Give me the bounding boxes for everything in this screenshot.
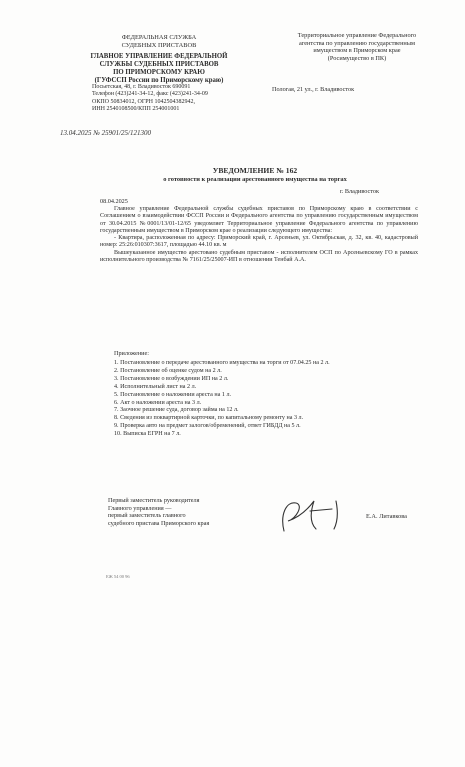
sender-address-1: Посьетская, 48, г. Владивосток 690091 bbox=[92, 84, 191, 91]
attachments-list bbox=[114, 360, 414, 439]
document-body bbox=[100, 206, 418, 264]
footer-code: ЕЖ 54 00 96 bbox=[106, 574, 130, 579]
attachment-item: 1. Постановление о передаче арестованного имущества на торги от 07.04.25 на 2 л. bbox=[114, 360, 330, 366]
document-title: УВЕДОМЛЕНИЕ № 162 bbox=[212, 166, 298, 175]
body-paragraph-1: Главное управление Федеральной службы судебных приставов по Приморскому краю в соответствии с Соглашением о взаимодействии ФССП России и Федерального агентства по управлению государственным имуществом от 30.04.2015 №0001/13/01-12/65 уведомляет Территориальное управление Федерального агентства по управлению государственным имуществом в Приморском крае о реализации следующего имущества: bbox=[100, 206, 418, 234]
document-subtitle: о готовности к реализации арестованного имущества на торгах bbox=[163, 176, 347, 183]
registration-number: 13.04.2025 № 25901/25/121300 bbox=[60, 129, 151, 137]
signatory-name: Е.А. Литавкова bbox=[366, 513, 407, 520]
attachment-item: 7. Заочное решение суда, договор займа на 12 л. bbox=[114, 407, 239, 414]
signatory-position bbox=[108, 497, 209, 527]
recipient-line-3: имуществом в Приморском крае bbox=[313, 47, 401, 55]
attachment-item: 9. Проверка авто на предмет залогов/обременений, ответ ГИБДД на 5 л. bbox=[114, 423, 301, 430]
sender-address-2: Телефон (423)241-34-12, факс (423)241-34-09 bbox=[92, 91, 208, 98]
document-date: 08.04.2025 bbox=[100, 198, 128, 205]
attachment-item: 10. Выписка ЕГРН на 7 л. bbox=[114, 431, 181, 438]
recipient-line-4: (Росимущество в ПК) bbox=[327, 54, 387, 62]
sender-line-6: (ГУФССП России по Приморскому краю) bbox=[94, 76, 224, 84]
body-paragraph-3: Вышеуказанное имущество арестовано судебным приставом - исполнителем ОСП по Арсеньевскому ГО в рамках исполнительного производства № 7161/25/25007-ИП в отношении Тенбай А.А. bbox=[100, 249, 418, 264]
signatory-line-2: Главного управления — bbox=[108, 504, 172, 512]
attachment-item: 6. Акт о наложении ареста на 3 л. bbox=[114, 399, 202, 406]
recipient-line-1: Территориальное управление Федерального bbox=[297, 32, 417, 39]
sender-address-4: ИНН 2540108500/КПП 254001001 bbox=[92, 105, 180, 112]
sender-address-3: ОКПО 50834012, ОГРН 1042504382942, bbox=[92, 98, 195, 105]
attachments-title: Приложение: bbox=[114, 350, 149, 357]
sender-line-3: ГЛАВНОЕ УПРАВЛЕНИЕ ФЕДЕРАЛЬНОЙ bbox=[90, 53, 228, 61]
recipient-address: Пологая, 21 ул., г. Владивосток bbox=[272, 86, 355, 93]
attachment-item: 5. Постановление о наложении ареста на 1 л. bbox=[114, 391, 232, 398]
sender-line-4: СЛУЖБЫ СУДЕБНЫХ ПРИСТАВОВ bbox=[99, 61, 219, 69]
recipient-header bbox=[262, 32, 452, 62]
body-paragraph-2: - Квартира, расположенная по адресу: Приморский край, г. Арсеньев, ул. Октябрьская, д. 32, кв. 40, кадастровый номер: 25:26:010307:3617, площадью 44.10 кв. м bbox=[100, 235, 418, 249]
recipient-line-2: агентства по управлению государственным bbox=[298, 39, 416, 47]
attachment-item: 3. Постановление о возбуждении ИП на 2 л. bbox=[114, 375, 229, 382]
attachment-item: 8. Сведения из поквартирной карточки, по капитальному ремонту на 3 л. bbox=[114, 415, 304, 422]
signatory-line-3: первый заместитель главного bbox=[108, 512, 186, 520]
attachment-item: 4. Исполнительный лист на 2 л. bbox=[114, 383, 197, 390]
handwritten-signature bbox=[266, 495, 356, 535]
sender-line-2: СУДЕБНЫХ ПРИСТАВОВ bbox=[121, 41, 197, 49]
signatory-line-4: судебного пристава Приморского края bbox=[108, 519, 210, 527]
attachment-item: 2. Постановление об оценке судом на 2 л. bbox=[114, 367, 222, 374]
document-city: г. Владивосток bbox=[340, 188, 379, 195]
sender-header bbox=[64, 34, 254, 113]
sender-line-5: ПО ПРИМОРСКОМУ КРАЮ bbox=[113, 68, 205, 76]
signatory-line-1: Первый заместитель руководителя bbox=[108, 497, 200, 504]
sender-line-1: ФЕДЕРАЛЬНАЯ СЛУЖБА bbox=[121, 34, 197, 41]
